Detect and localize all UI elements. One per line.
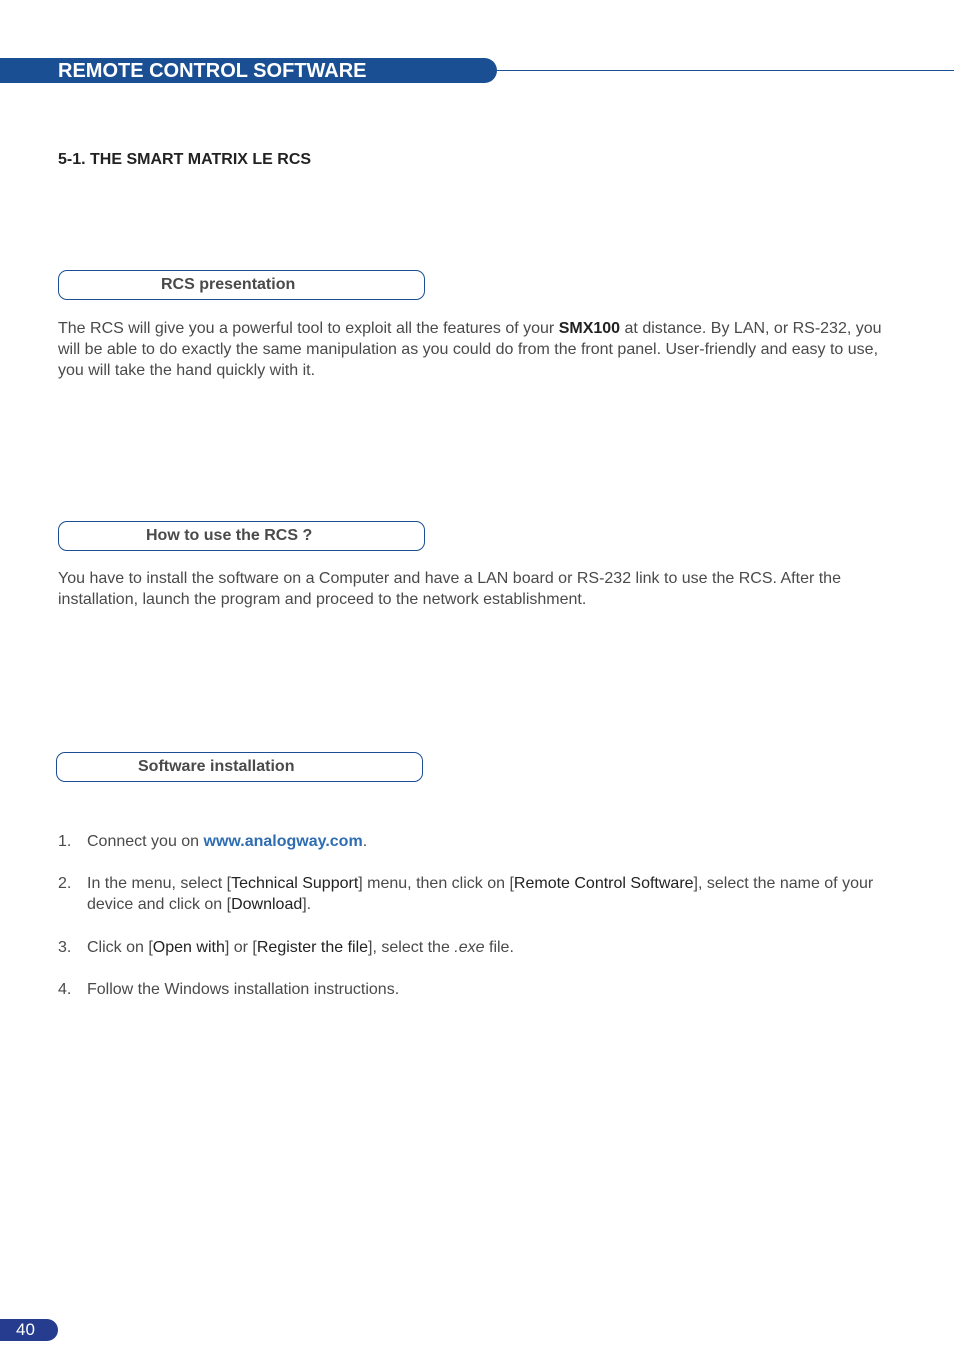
section-title: 5-1. THE SMART MATRIX LE RCS <box>58 151 312 168</box>
rcs-presentation-heading: RCS presentation <box>161 276 296 293</box>
rcs-presentation-heading-box <box>58 270 425 300</box>
rcs-presentation-paragraph: The RCS will give you a powerful tool to exploit all the features of your SMX100 at distance. By LAN, or RS-232, you will be able to do exactly the same manipulation as you could do from the front panel. User-friendly and easy to use, you will take the hand quickly with it. <box>58 320 882 379</box>
header-rule <box>497 70 954 71</box>
software-installation-heading: Software installation <box>138 758 295 775</box>
page-header-title: REMOTE CONTROL SOFTWARE <box>58 60 367 82</box>
how-to-use-heading: How to use the RCS ? <box>146 527 313 544</box>
product-name: SMX100 <box>558 320 621 337</box>
analogway-link[interactable]: www.analogway.com <box>203 833 363 850</box>
how-to-use-paragraph: You have to install the software on a Computer and have a LAN board or RS-232 link to use the RCS. After the installation, launch the program and proceed to the network establishment. <box>58 570 841 608</box>
page-number: 40 <box>16 1320 35 1339</box>
how-to-use-heading-box <box>58 521 425 551</box>
software-installation-heading-box <box>56 752 423 782</box>
